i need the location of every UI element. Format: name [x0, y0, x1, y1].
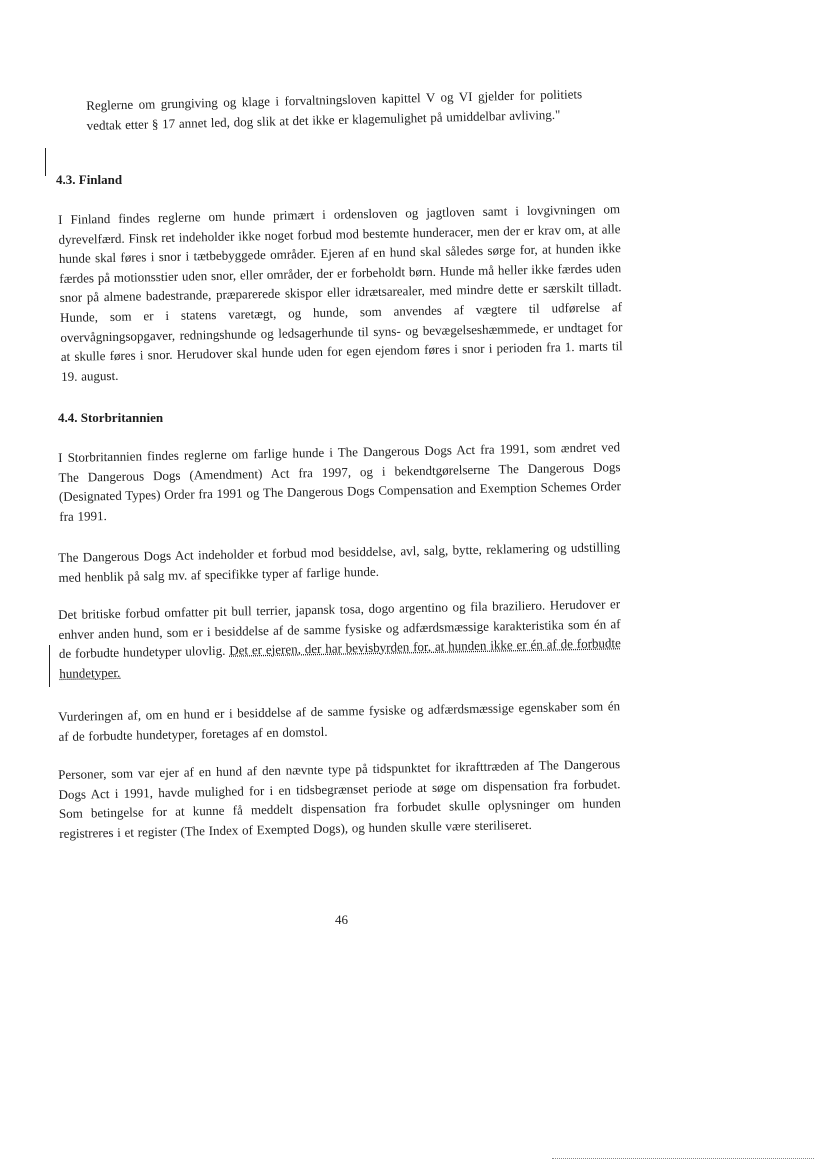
margin-change-bar: [45, 148, 46, 176]
uk-paragraph-3: Vurderingen af, om en hund er i besiddelse af de samme fysiske og adfærdsmæssige egenskaber som én af de forbudte hundetyper, foretages af en domstol.: [58, 698, 621, 744]
uk-paragraph-marked: [58, 594, 621, 683]
uk-paragraph-1: I Storbritannien findes reglerne om farlige hunde i The Dangerous Dogs Act fra 1991, som ændret ved The Dangerous Dogs (Amendment) Act fra 1997, og i bekendtgørelserne The Dangerous Dogs (Designated Types) Order fra 1991 og The Dangerous Dogs Compensation and Exemption Schemes Order fra 1991.: [58, 439, 621, 524]
finland-paragraph: I Finland findes reglerne om hunde primært i ordensloven og jagtloven samt i lovgivningen om dyrevelfærd. Finsk ret indeholder ikke noget forbud mod bestemte hunderacer, men der er krav om, at alle hunde skal føres i snor i tætbebyggede områder. Ejeren af en hund skal således sørge for, at hunden ikke færdes på motionsstier uden snor, eller områder, der er forbeholdt børn. Hunde må heller ikke færdes uden snor på almene badestrande, præparerede skispor eller idrætsarealer, med mindre dette er særskilt tilladt. Hunde, som er i statens varetægt, og hunde, som anvendes af vægtere til udførelse af overvågningsopgaver, redningshunde og ledsagerhunde til syns- og bevægelseshæmmede, er undtaget for at skulle føres i snor. Herudover skal hunde uden for egen ejendom føres i snor i perioden fra 1. marts til 19. august.: [58, 201, 623, 384]
section-heading-finland: 4.3. Finland: [56, 172, 123, 187]
quote-paragraph: Reglerne om grungiving og klage i forvaltningsloven kapittel V og VI gjelder for politiets vedtak etter § 17 annet led, dog slik at det ikke er klagemulighet på umiddelbar avliving.": [86, 86, 583, 133]
page-number: 46: [335, 912, 348, 927]
uk-paragraph-marked-text: Det britiske forbud omfatter pit bull terrier, japansk tosa, dogo argentino og fila braziliero. Herudover er enhver anden hund, som er i besiddelse af de samme fysiske og adfærdsmæssige karakteristika som én af de forbudte hundetyper ulovlig.: [58, 596, 621, 662]
uk-paragraph-marked-underlined: Det er ejeren, der har bevisbyrden for, at hunden ikke er én af de forbudte hundetyper.: [59, 635, 621, 681]
section-heading-storbritannien: 4.4. Storbritannien: [58, 410, 164, 425]
uk-paragraph-2: The Dangerous Dogs Act indeholder et forbud mod besiddelse, avl, salg, bytte, reklamering og udstilling med henblik på salg mv. af specifikke typer af farlige hunde.: [58, 539, 621, 585]
margin-change-bar-2: [49, 645, 50, 687]
scan-edge-line: [552, 1158, 814, 1159]
uk-paragraph-4: Personer, som var ejer af en hund af den nævnte type på tidspunktet for ikrafttræden af The Dangerous Dogs Act i 1991, havde mulighed for i en tidsbegrænset periode at søge om dispensation fra forbudet. Som betingelse for at kunne få meddelt dispensation fra forbudet skulle oplysninger om hunden registreres i et register (The Index of Exempted Dogs), og hunden skulle være steriliseret.: [58, 756, 621, 841]
